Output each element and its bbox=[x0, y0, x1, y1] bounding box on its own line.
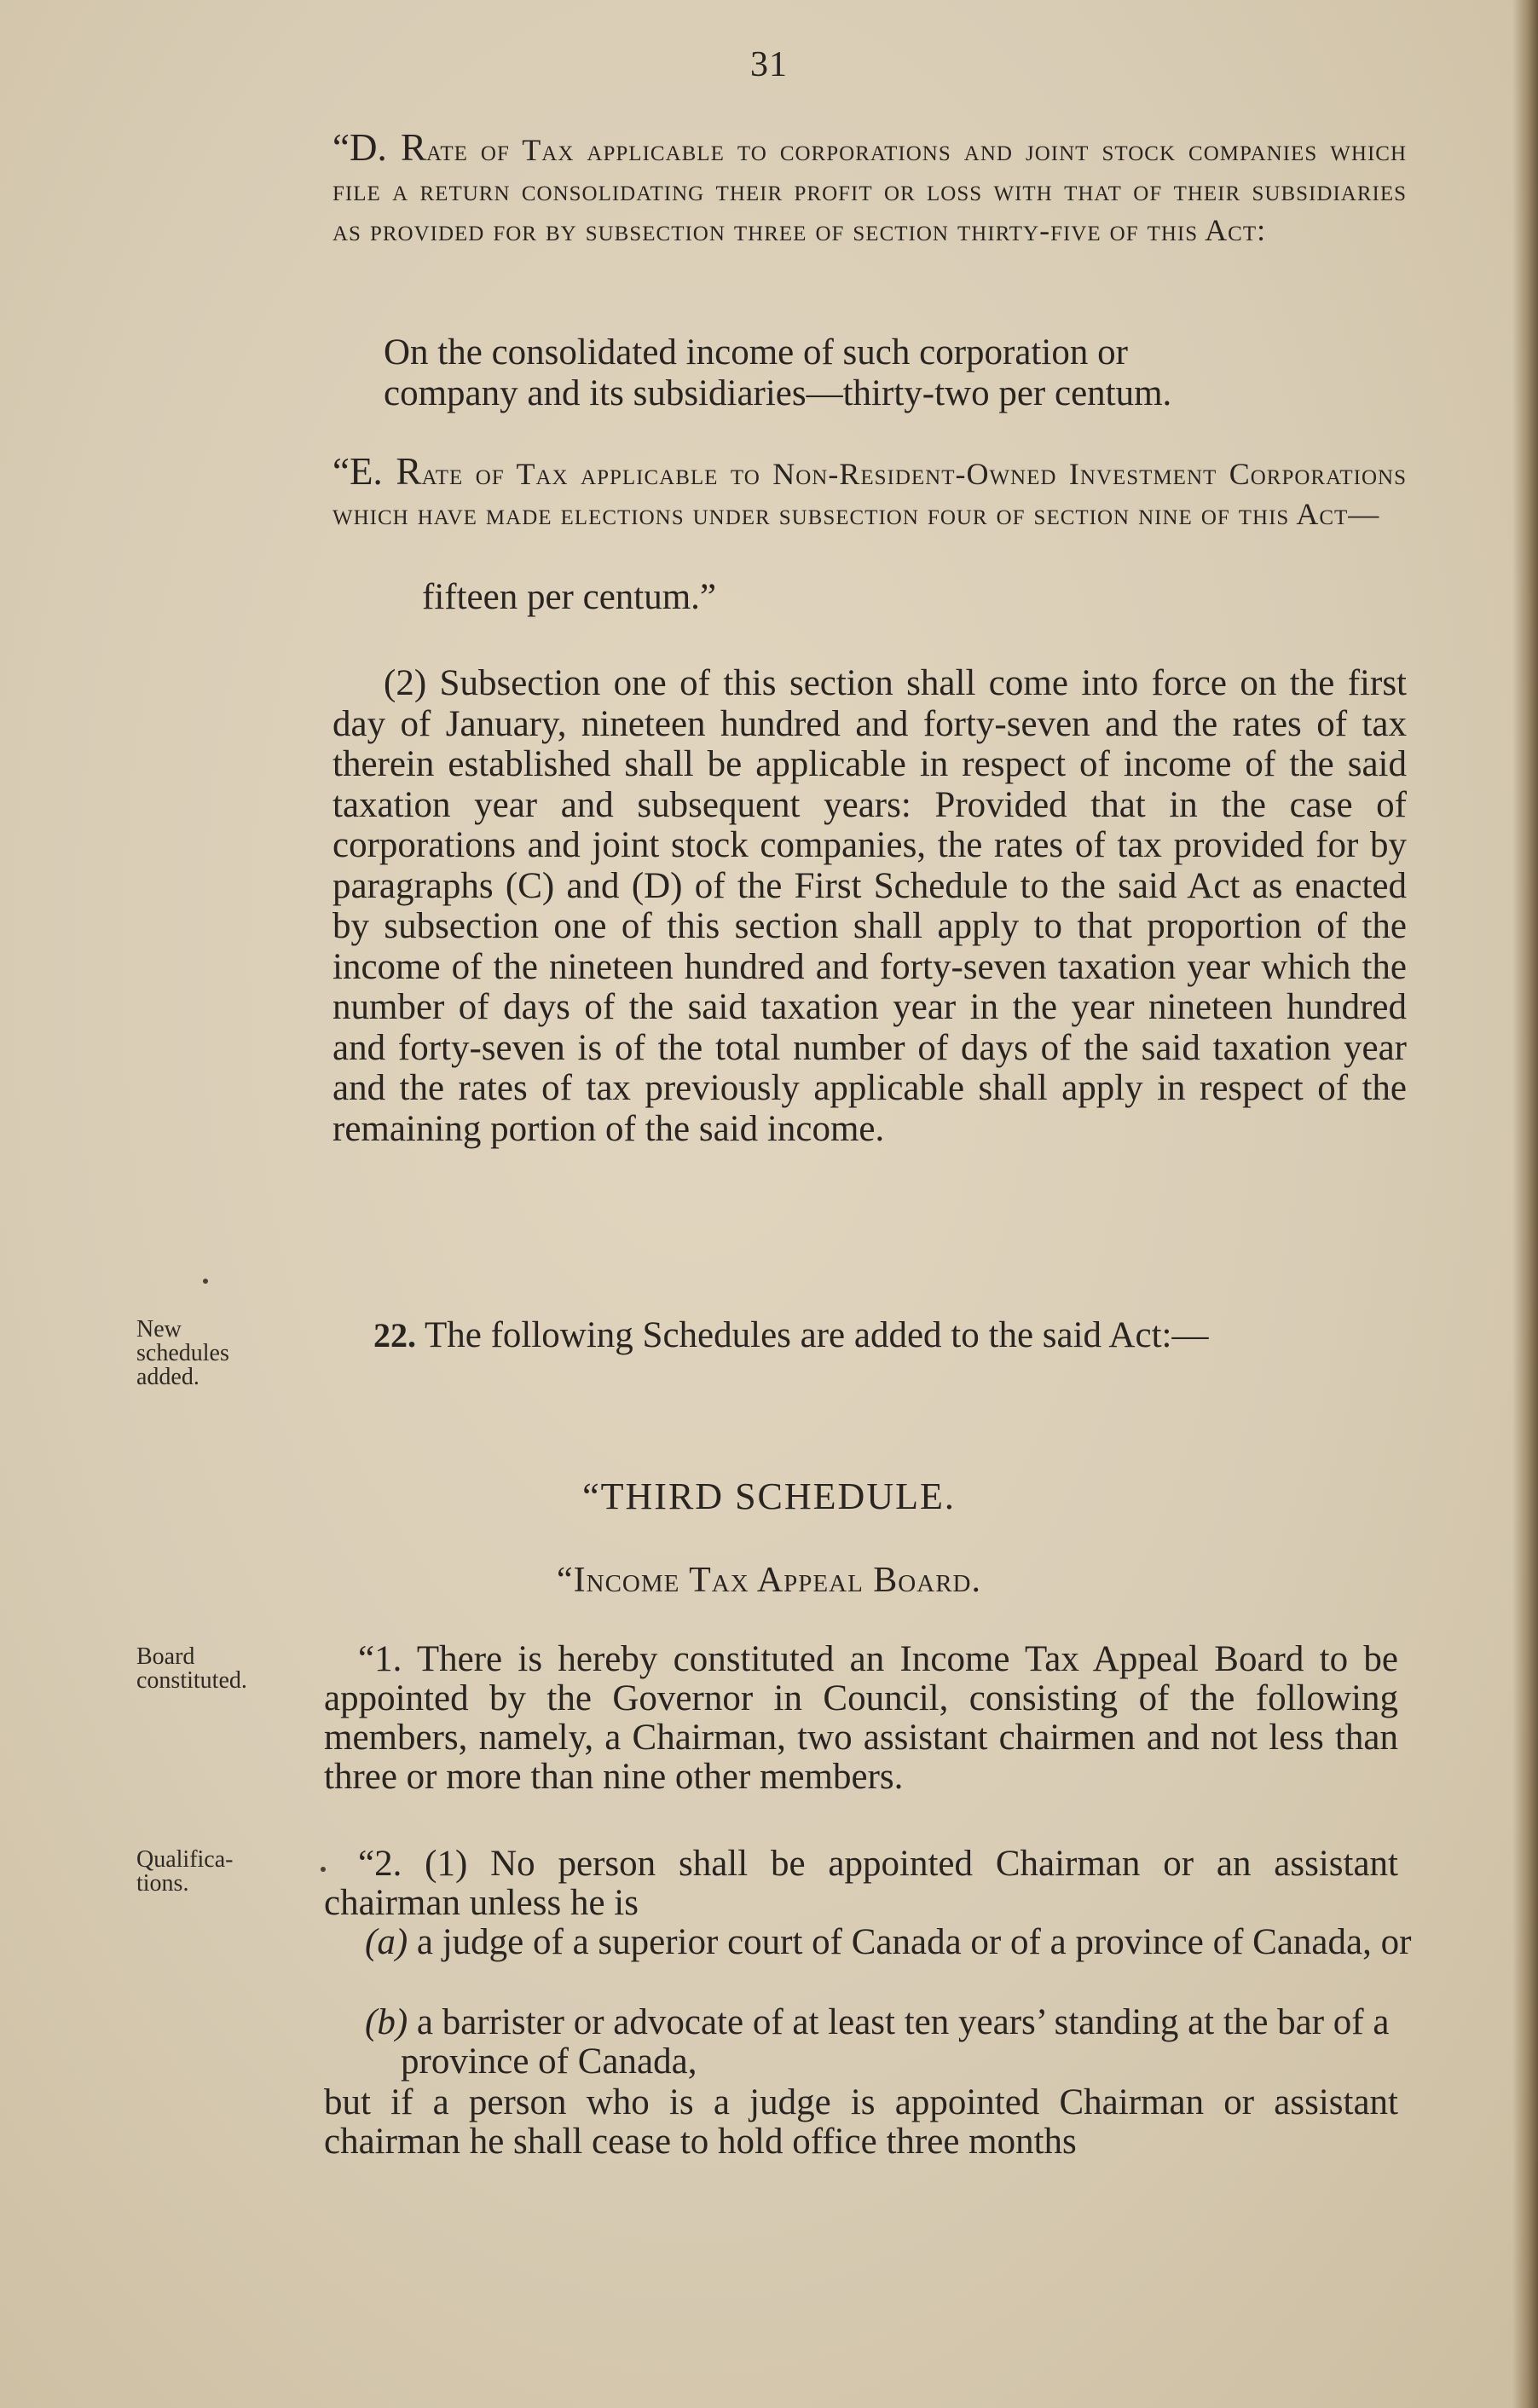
schedule-item-b bbox=[365, 2003, 1424, 2082]
third-schedule-title: “THIRD SCHEDULE. bbox=[582, 1475, 956, 1517]
margin-note-line: Board bbox=[136, 1643, 195, 1670]
margin-note-line: schedules bbox=[136, 1340, 229, 1366]
item-b-text: a barrister or advocate of at least ten years’ standing at the bar of a province of Canada, bbox=[401, 2002, 1390, 2082]
margin-note-new-schedules bbox=[136, 1318, 307, 1389]
margin-note-line: Qualifica- bbox=[136, 1846, 234, 1873]
margin-note-line: constituted. bbox=[136, 1667, 247, 1694]
page-speck bbox=[203, 1279, 208, 1284]
section-e-heading-first: “E. R bbox=[332, 450, 422, 493]
page-speck bbox=[321, 1867, 326, 1872]
board-title-text: Income Tax Appeal Board. bbox=[573, 1561, 981, 1600]
section-d-heading bbox=[332, 128, 1407, 251]
section-e-heading-rest: ate of Tax applicable to Non-Resident-Owned Investment Corporations which have made elections under subsection four of section nine of this Act— bbox=[332, 457, 1407, 531]
board-title-quote: “ bbox=[557, 1561, 574, 1600]
margin-note-line: tions. bbox=[136, 1870, 189, 1897]
section-d-heading-first: “D. R bbox=[332, 126, 427, 169]
section-d-body-line2: company and its subsidiaries—thirty-two per centum. bbox=[384, 373, 1172, 413]
page-edge-shadow bbox=[1512, 0, 1538, 2408]
section-d-heading-rest: ate of Tax applicable to corporations and joint stock companies which file a return consolidating their profit or loss with that of their subsidiaries as provided for by subsection three of section thirty-five of this Act: bbox=[332, 133, 1407, 247]
section-e-body: fifteen per centum.” bbox=[422, 577, 717, 617]
section-22 bbox=[373, 1314, 1396, 1356]
page-number: 31 bbox=[750, 45, 788, 84]
schedule-clause-2: “2. (1) No person shall be appointed Chairman or an assistant chairman unless he is bbox=[324, 1844, 1398, 1923]
schedule-clause-1: “1. There is hereby constituted an Income Tax Appeal Board to be appointed by the Governor in Council, consisting of the following members, namely, a Chairman, two assistant chairmen and not less than three or more than nine other members. bbox=[324, 1639, 1398, 1797]
margin-note-board-constituted bbox=[136, 1645, 307, 1693]
section-d-body-line1: On the consolidated income of such corporation or bbox=[384, 332, 1128, 372]
schedule-tail-text: but if a person who is a judge is appointed Chairman or assistant chairman he shall cease to hold office three months bbox=[324, 2082, 1398, 2162]
margin-note-qualifications bbox=[136, 1848, 307, 1896]
section-22-text: The following Schedules are added to the said Act:— bbox=[424, 1315, 1209, 1355]
item-b-label: (b) bbox=[365, 2002, 408, 2042]
margin-note-line: added. bbox=[136, 1364, 199, 1390]
board-title bbox=[0, 1560, 1538, 1601]
schedule-item-a bbox=[365, 1923, 1424, 1962]
paragraph-2: (2) Subsection one of this section shall come into force on the first day of January, nineteen hundred and forty-seven and the rates of tax therein established shall be applicable in respect of income of the said taxation year and subsequent years: Provided that in the case of corporations and joint stock companies, the rates of tax provided for by paragraphs (C) and (D) of the First Schedule to the said Act as enacted by subsection one of this section shall apply to that proportion of the income of the nineteen hundred and forty-seven taxation year which the number of days of the said taxation year in the year nineteen hundred and forty-seven is of the total number of days of the said taxation year and the rates of tax previously applicable shall apply in respect of the remaining portion of the said income. bbox=[332, 663, 1407, 1149]
item-a-text: a judge of a superior court of Canada or of a province of Canada, or bbox=[416, 1922, 1412, 1962]
margin-note-line: New bbox=[136, 1316, 182, 1343]
item-a-label: (a) bbox=[365, 1922, 408, 1962]
section-e-heading bbox=[332, 452, 1407, 534]
section-22-number: 22. bbox=[373, 1316, 416, 1354]
